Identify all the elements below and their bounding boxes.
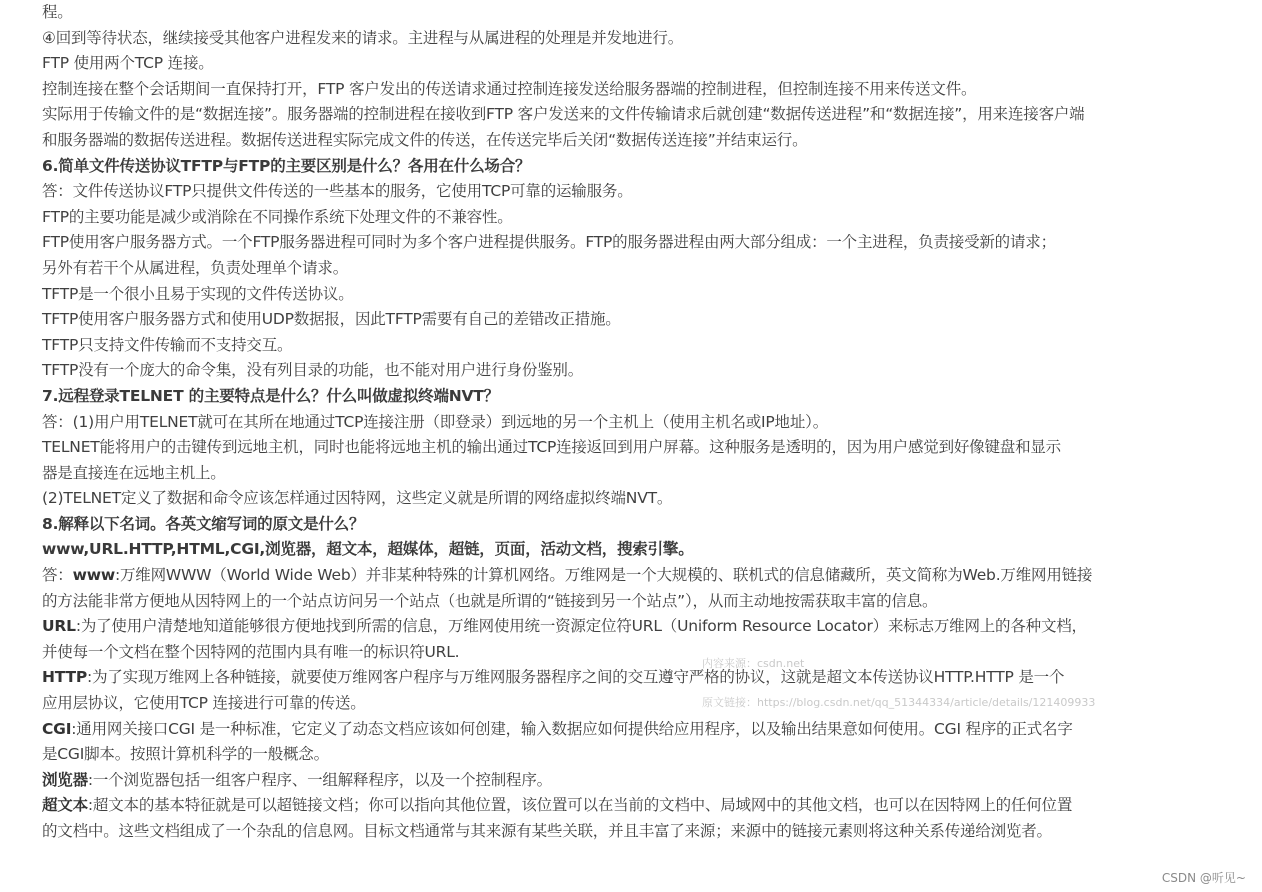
csdn-credit: CSDN @听见~ (1161, 871, 1246, 885)
paragraph-line: (2)TELNET定义了数据和命令应该怎样通过因特网，这些定义就是所谓的网络虚拟终端NVT。 (42, 489, 673, 508)
paragraph-line: TELNET能将用户的击键传到远地主机，同时也能将远地主机的输出通过TCP连接返回到用户屏幕。这种服务是透明的，因为用户感觉到好像键盘和显示 (42, 438, 1061, 457)
paragraph-line: 答：(1)用户用TELNET就可在其所在地通过TCP连接注册（即登录）到远地的另一个主机上（使用主机名或IP地址）。 (42, 412, 829, 431)
paragraph-line (42, 665, 1112, 691)
term-label: www (72, 566, 115, 585)
answer-prefix: 答： (42, 566, 73, 585)
term-label: HTTP (42, 668, 88, 687)
paragraph-line (42, 717, 1112, 743)
paragraph-line (42, 768, 1112, 794)
paragraph-line: 应用层协议，它使用TCP 连接进行可靠的传送。 (42, 694, 366, 713)
section-heading: 6.简单文件传送协议TFTP与FTP的主要区别是什么？各用在什么场合？ (42, 156, 531, 175)
paragraph-line: 程。 (42, 3, 73, 21)
paragraph-line: 和服务器端的数据传送进程。数据传送进程实际完成文件的传送，在传送完毕后关闭“数据传送连接”并结束运行。 (42, 130, 808, 149)
section-heading: www,URL.HTTP,HTML,CGI,浏览器，超文本，超媒体，超链，页面，活动文档，搜索引擎。 (42, 540, 694, 559)
term-label: CGI (42, 719, 72, 738)
term-label: 超文本 (42, 796, 88, 815)
paragraph-line: TFTP没有一个庞大的命令集，没有列目录的功能，也不能对用户进行身份鉴别。 (42, 361, 584, 380)
paragraph-line: 另外有若干个从属进程，负责处理单个请求。 (42, 258, 349, 277)
watermark-source: 内容来源：csdn.net (702, 657, 805, 670)
paragraph-line: 的文档中。这些文档组成了一个杂乱的信息网。目标文档通常与其来源有某些关联，并且丰富了来源；来源中的链接元素则将这种关系传递给浏览者。 (42, 822, 1052, 840)
paragraph-line (42, 793, 1112, 819)
paragraph-line: 并使每一个文档在整个因特网的范围内具有唯一的标识符URL. (42, 642, 460, 661)
section-heading: 7.远程登录TELNET 的主要特点是什么？什么叫做虚拟终端NVT？ (42, 386, 499, 405)
paragraph-line: FTP 使用两个TCP 连接。 (42, 54, 214, 73)
term-definition: :万维网WWW（World Wide Web）并非某种特殊的计算机网络。万维网是一个大规模的、联机式的信息储藏所，英文简称为Web.万维网用链接 (114, 566, 1093, 585)
paragraph-line: TFTP是一个很小且易于实现的文件传送协议。 (42, 284, 354, 303)
paragraph-line (42, 563, 1112, 589)
paragraph-line: 是CGI脚本。按照计算机科学的一般概念。 (42, 745, 329, 764)
paragraph-line: 答：文件传送协议FTP只提供文件传送的一些基本的服务，它使用TCP可靠的运输服务。 (42, 182, 633, 201)
paragraph-line: 控制连接在整个会话期间一直保持打开，FTP 客户发出的传送请求通过控制连接发送给服务器端的控制进程，但控制连接不用来传送文件。 (42, 79, 977, 98)
paragraph-line (42, 614, 1112, 640)
paragraph-line: 器是直接连在远地主机上。 (42, 463, 226, 482)
paragraph-line: TFTP使用客户服务器方式和使用UDP数据报，因此TFTP需要有自己的差错改正措施。 (42, 310, 621, 329)
paragraph-line: 实际用于传输文件的是“数据连接”。服务器端的控制进程在接收到FTP 客户发送来的文件传输请求后就创建“数据传送进程”和“数据连接”，用来连接客户端 (42, 105, 1085, 124)
paragraph-line: TFTP只支持文件传输而不支持交互。 (42, 335, 293, 354)
paragraph-line: 的方法能非常方便地从因特网上的一个站点访问另一个站点（也就是所谓的“链接到另一个站点”），从而主动地按需获取丰富的信息。 (42, 591, 938, 610)
article-body (42, 0, 1112, 845)
term-definition: :为了实现万维网上各种链接，就要使万维网客户程序与万维网服务器程序之间的交互遵守严格的协议，这就是超文本传送协议HTTP.HTTP 是一个 (87, 668, 1065, 687)
term-label: 浏览器 (42, 770, 88, 789)
term-label: URL (42, 617, 76, 636)
term-definition: :一个浏览器包括一组客户程序、一组解释程序，以及一个控制程序。 (87, 770, 552, 789)
section-heading: 8.解释以下名词。各英文缩写词的原文是什么？ (42, 514, 365, 533)
paragraph-line: FTP使用客户服务器方式。一个FTP服务器进程可同时为多个客户进程提供服务。FTP的服务器进程由两大部分组成：一个主进程，负责接受新的请求； (42, 233, 1056, 252)
watermark-link: 原文链接：https://blog.csdn.net/qq_51344334/article/details/121409933 (702, 696, 1096, 709)
term-definition: :通用网关接口CGI 是一种标准，它定义了动态文档应该如何创建，输入数据应如何提供给应用程序，以及输出结果意如何使用。CGI 程序的正式名字 (71, 719, 1073, 738)
paragraph-line: ④回到等待状态，继续接受其他客户进程发来的请求。主进程与从属进程的处理是并发地进行。 (42, 28, 683, 47)
paragraph-line: FTP的主要功能是减少或消除在不同操作系统下处理文件的不兼容性。 (42, 207, 513, 226)
term-definition: :超文本的基本特征就是可以超链接文档；你可以指向其他位置，该位置可以在当前的文档中、局域网中的其他文档，也可以在因特网上的任何位置 (87, 796, 1073, 815)
term-definition: :为了使用户清楚地知道能够很方便地找到所需的信息，万维网使用统一资源定位符URL（Uniform Resource Locator）来标志万维网上的各种文档， (75, 617, 1087, 636)
